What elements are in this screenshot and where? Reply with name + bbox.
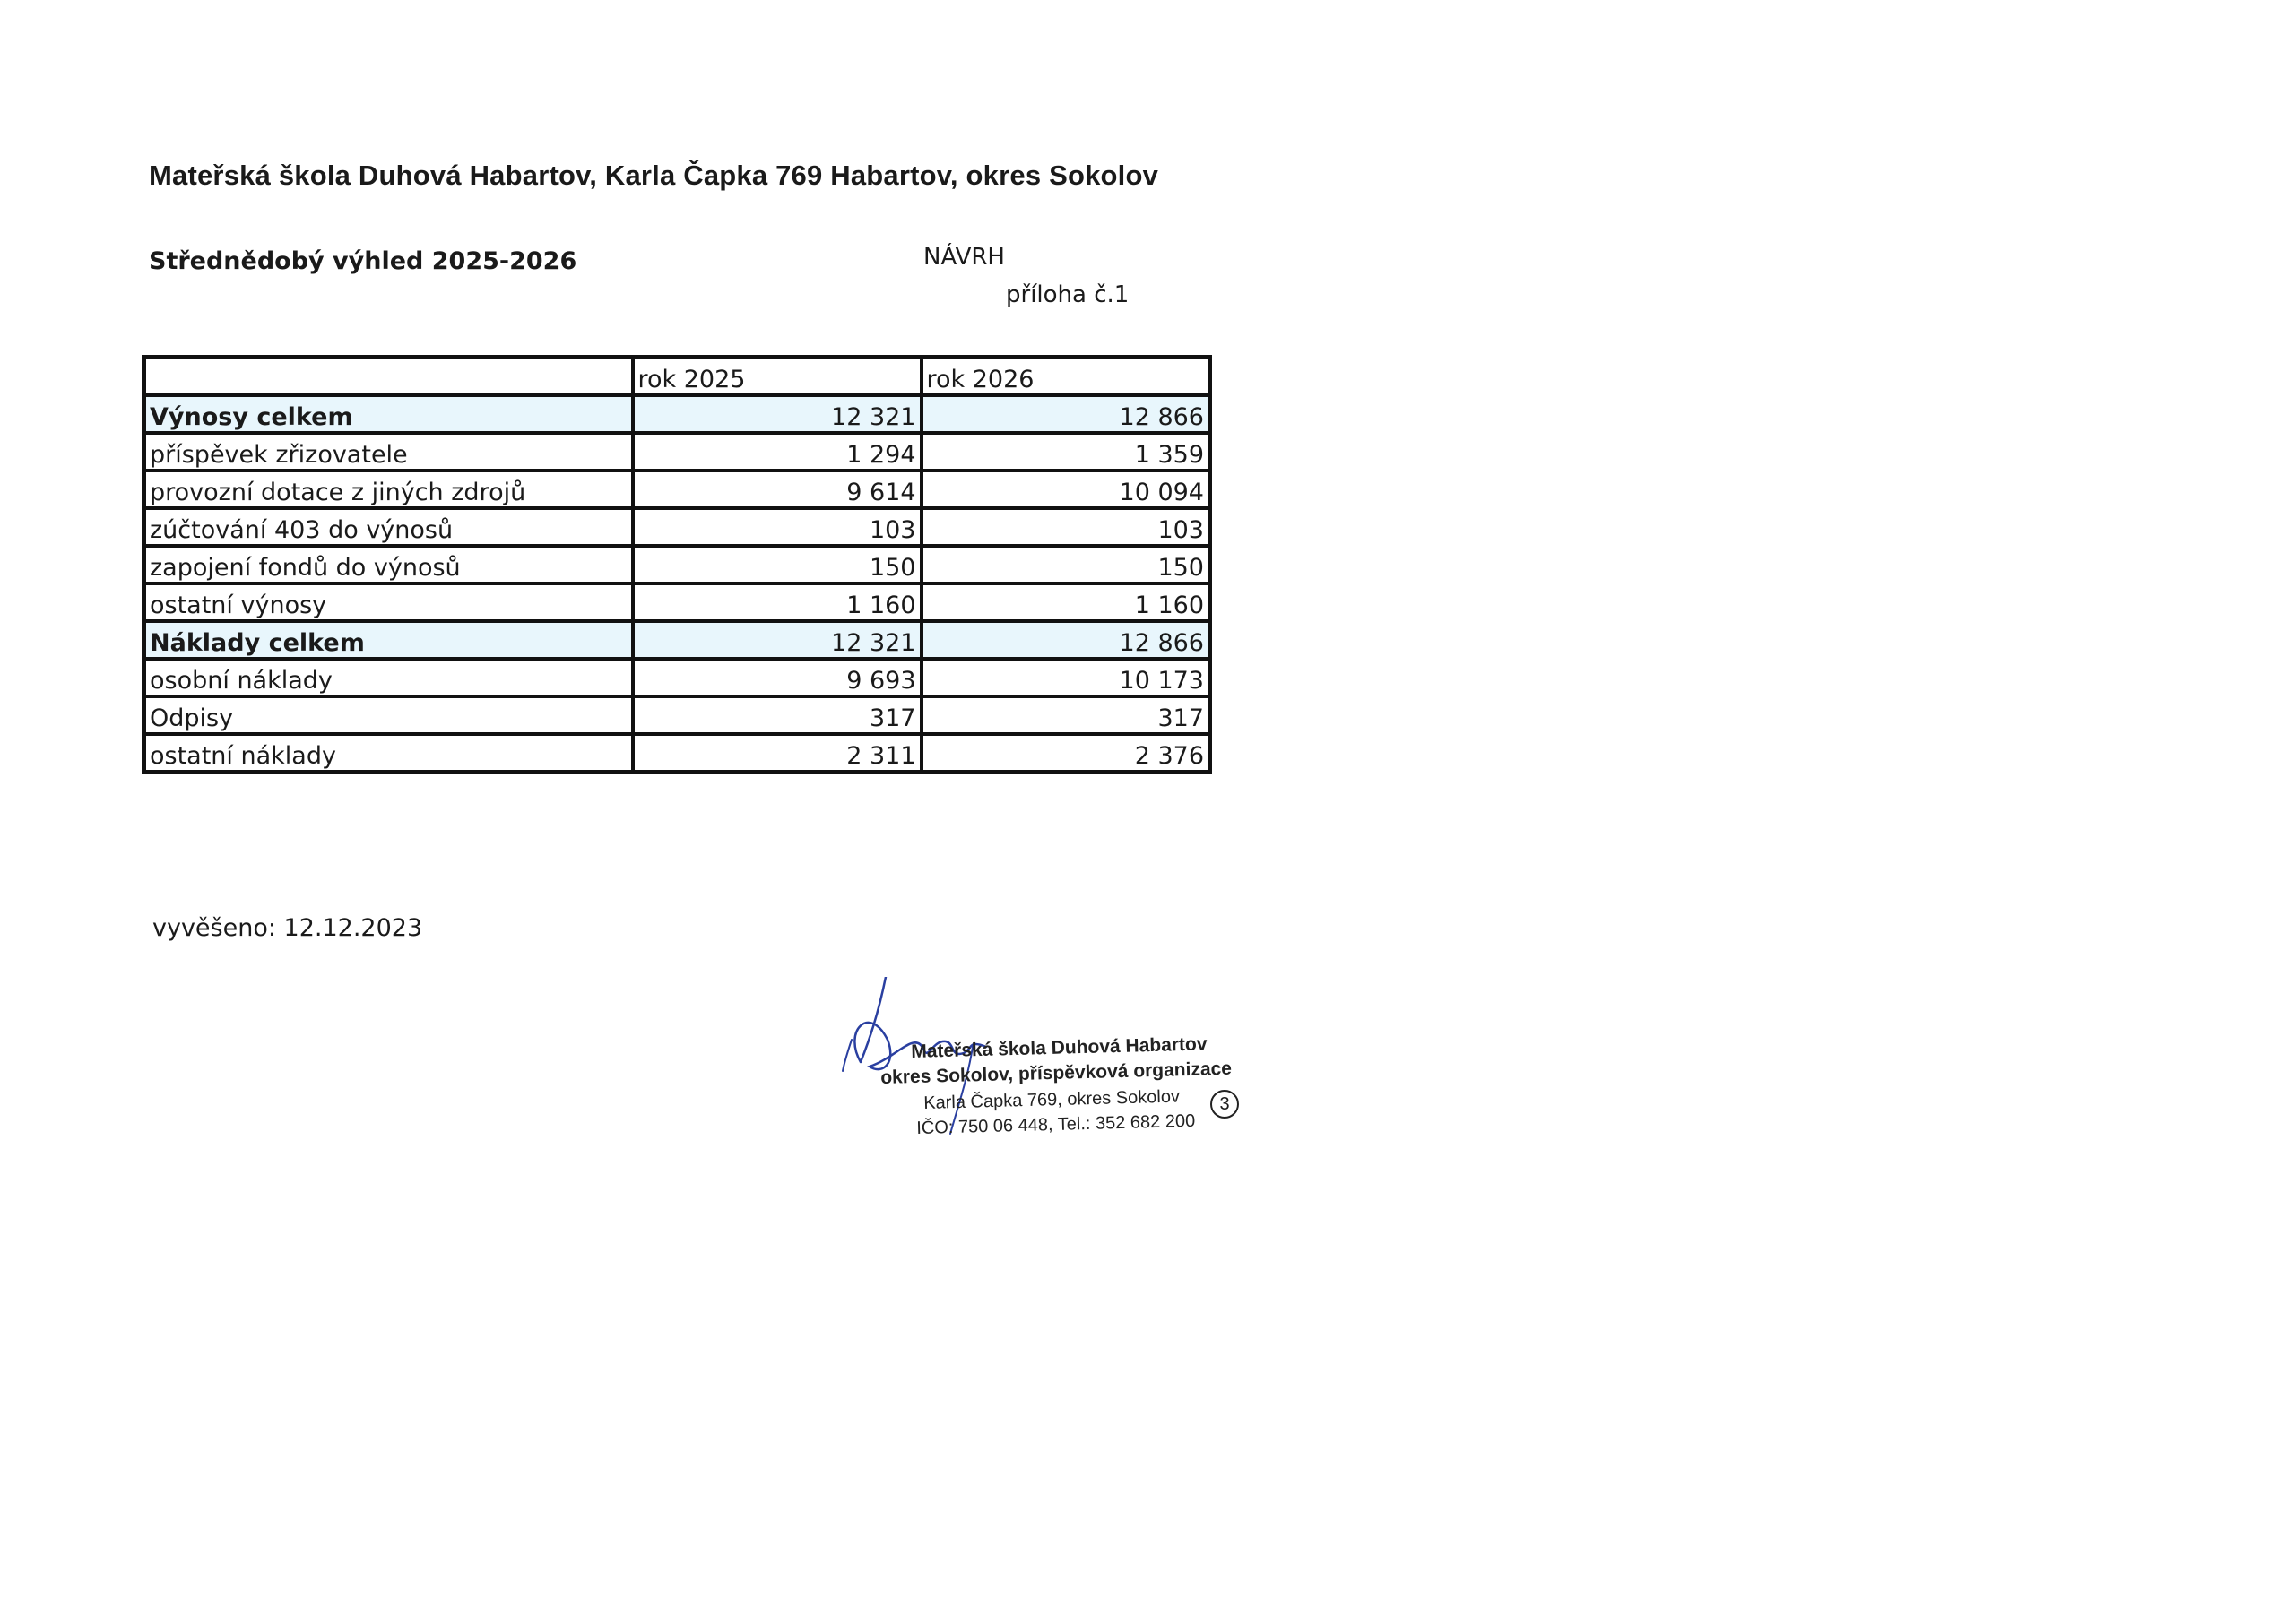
row-label: příspěvek zřizovatele xyxy=(144,433,633,471)
table-row xyxy=(144,583,1210,621)
value-2025: 12 321 xyxy=(633,395,922,433)
budget-table-body xyxy=(144,395,1210,773)
document-subtitle: Střednědobý výhled 2025-2026 xyxy=(149,247,577,275)
attachment-label: příloha č.1 xyxy=(1006,281,1130,308)
column-header-2025: rok 2025 xyxy=(633,358,922,396)
stamp-number: 3 xyxy=(1210,1090,1239,1119)
row-label: ostatní náklady xyxy=(144,734,633,773)
value-2025: 9 693 xyxy=(633,659,922,696)
value-2025: 150 xyxy=(633,546,922,583)
value-2025: 103 xyxy=(633,508,922,546)
row-label: zúčtování 403 do výnosů xyxy=(144,508,633,546)
row-label: Odpisy xyxy=(144,696,633,734)
row-label: osobní náklady xyxy=(144,659,633,696)
value-2026: 1 359 xyxy=(922,433,1210,471)
table-row xyxy=(144,508,1210,546)
table-row xyxy=(144,433,1210,471)
organization-title: Mateřská škola Duhová Habartov, Karla Čapka 769 Habartov, okres Sokolov xyxy=(149,160,1159,191)
table-row xyxy=(144,659,1210,696)
row-label: zapojení fondů do výnosů xyxy=(144,546,633,583)
table-total-row xyxy=(144,621,1210,659)
stamp-line-2: okres Sokolov, příspěvková organizace xyxy=(880,1058,1233,1088)
value-2026: 12 866 xyxy=(922,621,1210,659)
row-label: Náklady celkem xyxy=(144,621,633,659)
stamp-line-1: Mateřská škola Duhová Habartov xyxy=(911,1033,1208,1062)
value-2026: 317 xyxy=(922,696,1210,734)
value-2025: 2 311 xyxy=(633,734,922,773)
table-total-row xyxy=(144,395,1210,433)
value-2025: 1 294 xyxy=(633,433,922,471)
organization-stamp xyxy=(834,977,1246,1156)
posted-date: vyvěšeno: 12.12.2023 xyxy=(152,914,423,942)
row-label: Výnosy celkem xyxy=(144,395,633,433)
value-2025: 12 321 xyxy=(633,621,922,659)
stamp-line-4: IČO: 750 06 448, Tel.: 352 682 200 xyxy=(916,1110,1196,1138)
value-2026: 12 866 xyxy=(922,395,1210,433)
table-header-row xyxy=(144,358,1210,396)
value-2025: 1 160 xyxy=(633,583,922,621)
value-2026: 150 xyxy=(922,546,1210,583)
column-header-label xyxy=(144,358,633,396)
table-row xyxy=(144,734,1210,773)
table-row xyxy=(144,546,1210,583)
stamp-line-3: Karla Čapka 769, okres Sokolov xyxy=(923,1086,1181,1113)
column-header-2026: rok 2026 xyxy=(922,358,1210,396)
value-2025: 9 614 xyxy=(633,471,922,508)
value-2026: 103 xyxy=(922,508,1210,546)
budget-table xyxy=(142,355,1212,774)
table-row xyxy=(144,471,1210,508)
row-label: provozní dotace z jiných zdrojů xyxy=(144,471,633,508)
value-2026: 1 160 xyxy=(922,583,1210,621)
table-row xyxy=(144,696,1210,734)
value-2026: 2 376 xyxy=(922,734,1210,773)
row-label: ostatní výnosy xyxy=(144,583,633,621)
value-2026: 10 094 xyxy=(922,471,1210,508)
draft-label: NÁVRH xyxy=(923,244,1005,271)
value-2025: 317 xyxy=(633,696,922,734)
value-2026: 10 173 xyxy=(922,659,1210,696)
